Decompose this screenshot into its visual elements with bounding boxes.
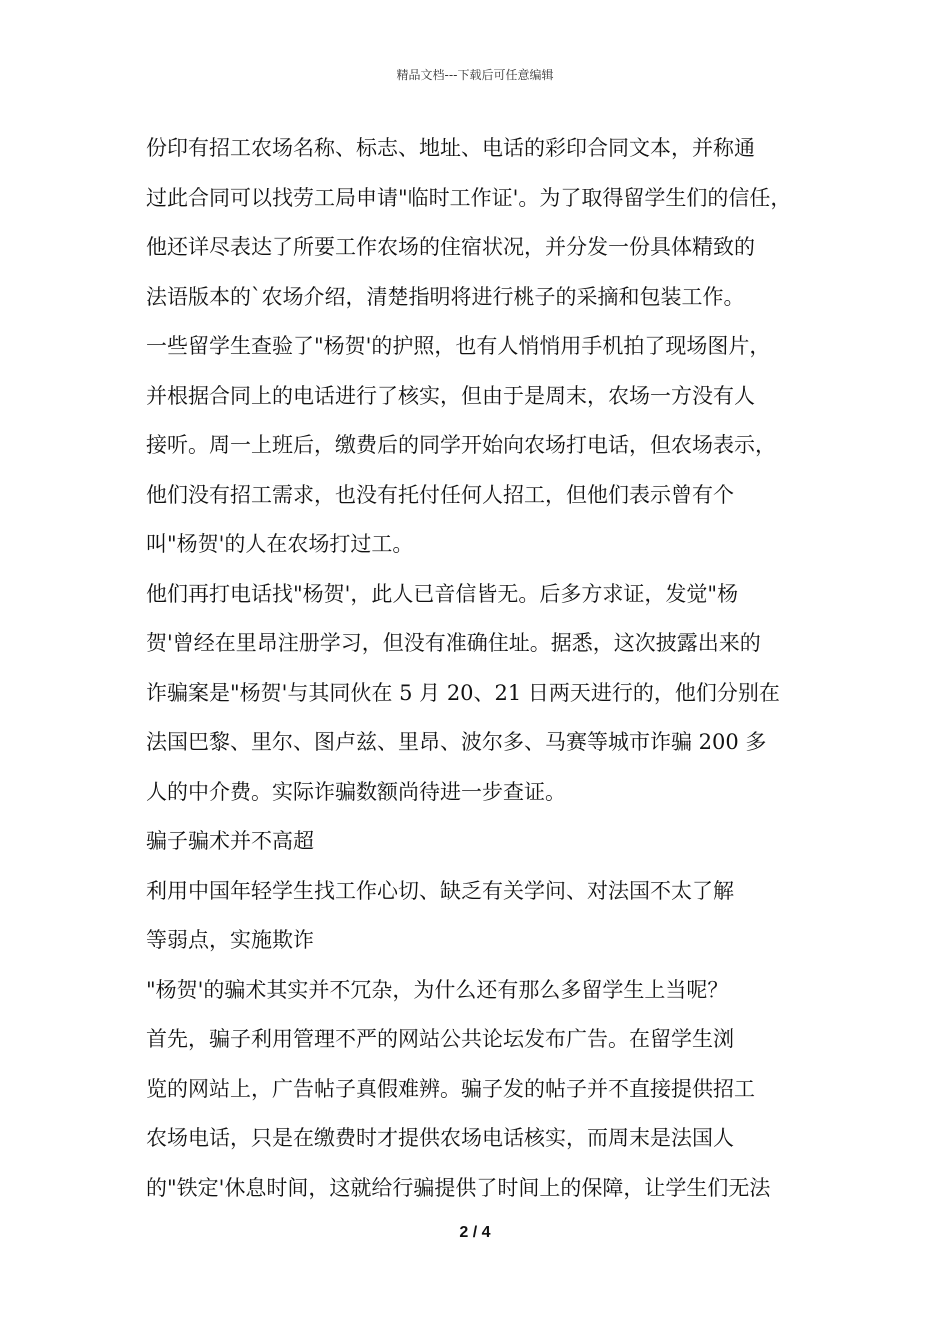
text-line: 他们没有招工需求，也没有托付任何人招工，但他们表示曾有个 <box>146 482 734 507</box>
text-line: 等弱点，实施欺诈 <box>146 928 314 952</box>
text-line: 并根据合同上的电话进行了核实，但由于是周末，农场一方没有人 <box>146 383 755 408</box>
text-line: 的"铁定'休息时间，这就给行骗提供了时间上的保障，让学生们无法 <box>146 1175 771 1200</box>
text-line: 接听。周一上班后，缴费后的同学开始向农场打电话，但农场表示， <box>146 433 776 457</box>
document-body <box>146 128 810 1217</box>
text-line: 他们再打电话找"杨贺'，此人已音信皆无。后多方求证，发觉"杨 <box>146 581 739 606</box>
section-heading: 骗子骗术并不高超 <box>146 829 314 853</box>
text-line: 他还详尽表达了所要工作农场的住宿状况，并分发一份具体精致的 <box>146 235 755 259</box>
text-line: 人的中介费。实际诈骗数额尚待进一步查证。 <box>146 779 566 804</box>
page-header: 精品文档---下载后可任意编辑 <box>396 68 554 82</box>
text-line: 览的网站上，广告帖子真假难辨。骗子发的帖子并不直接提供招工 <box>146 1076 755 1101</box>
text-line: 叫"杨贺'的人在农场打过工。 <box>146 532 414 556</box>
text-line: 利用中国年轻学生找工作心切、缺乏有关学问、对法国不太了解 <box>146 878 734 903</box>
page-number: 2 / 4 <box>459 1224 491 1241</box>
text-line: 首先，骗子利用管理不严的网站公共论坛发布广告。在留学生浏 <box>146 1027 734 1051</box>
text-line: 贺'曾经在里昂注册学习，但没有准确住址。据悉，这次披露出来的 <box>146 631 761 655</box>
text-line: 法语版本的`农场介绍，清楚指明将进行桃子的采摘和包装工作。 <box>146 284 745 309</box>
text-line: "杨贺'的骗术其实并不冗杂，为什么还有那么多留学生上当呢？ <box>146 977 729 1002</box>
text-line: 份印有招工农场名称、标志、地址、电话的彩印合同文本，并称通 <box>146 136 755 160</box>
text-line: 一些留学生查验了"杨贺'的护照，也有人悄悄用手机拍了现场图片， <box>146 334 771 358</box>
text-line: 法国巴黎、里尔、图卢兹、里昂、波尔多、马赛等城市诈骗 200 多 <box>146 730 767 754</box>
text-line: 过此合同可以找劳工局申请"临时工作证'。为了取得留学生们的信任， <box>146 185 792 210</box>
text-line: 农场电话，只是在缴费时才提供农场电话核实，而周末是法国人 <box>146 1126 734 1150</box>
text-line: 诈骗案是"杨贺'与其同伙在 5 月 20、21 日两天进行的，他们分别在 <box>146 680 780 705</box>
